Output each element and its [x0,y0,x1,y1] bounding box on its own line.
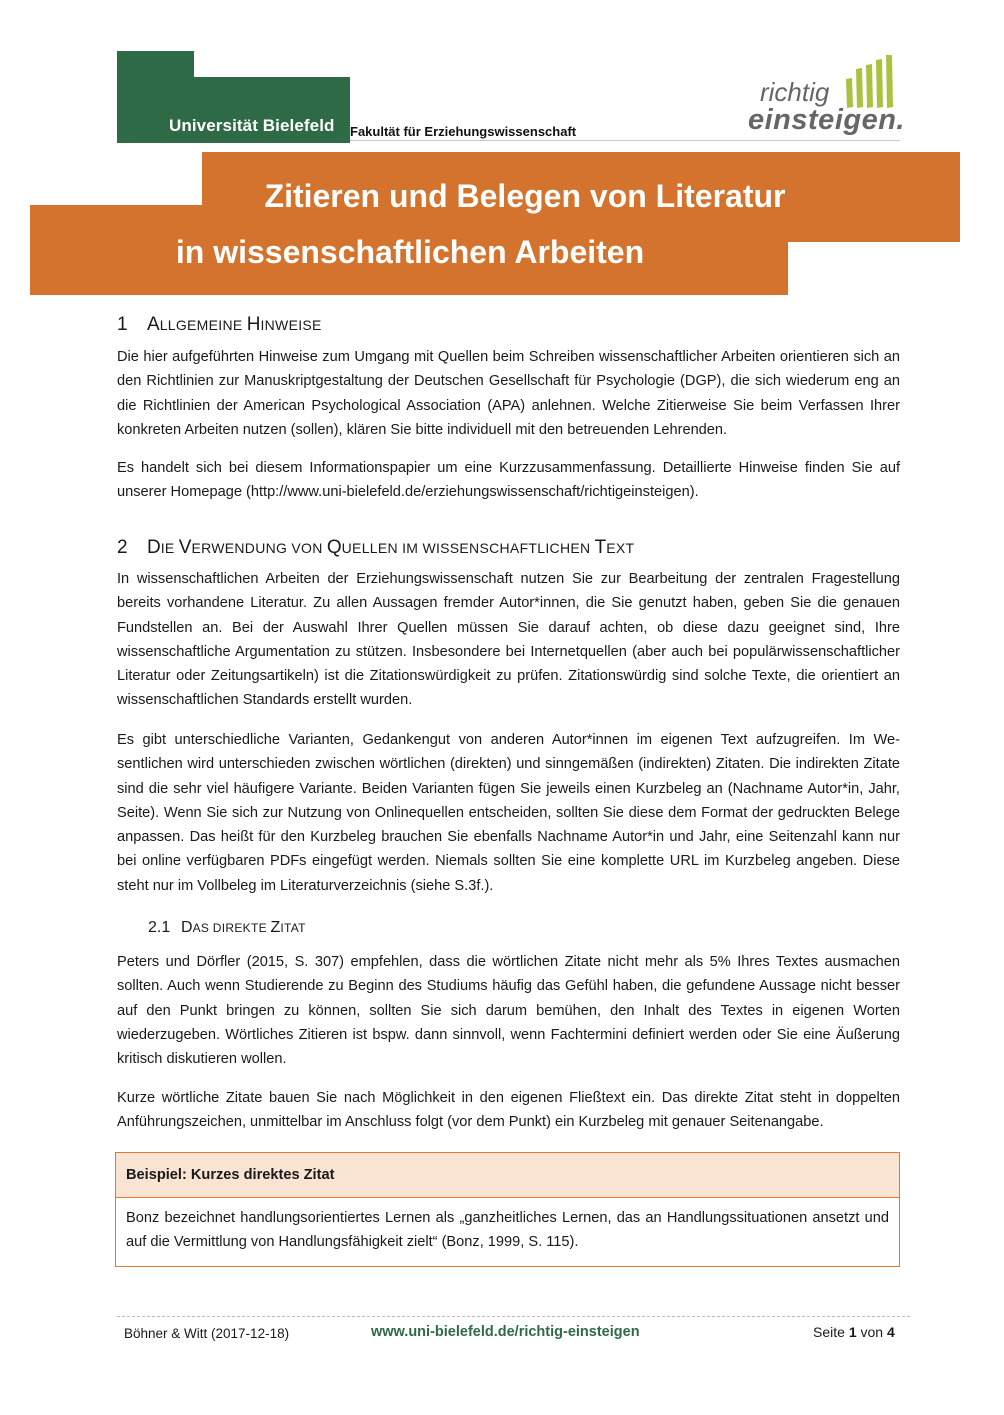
heading-initial: T [594,537,607,558]
footer-url-link[interactable]: www.uni-bielefeld.de/richtig-einsteigen [371,1324,640,1340]
section-2-1-heading [148,919,306,937]
section-2-1-paragraph-2: Kurze wörtliche Zitate bauen Sie nach Möglichkeit in den eigenen Fließtext ein. Das direkte Zitat steht in doppelten Anführungszeichen, unmittelbar im Anschluss folgt (vor dem Punkt) ein Kurzbeleg mit genauer Seitenangabe. [117,1090,900,1131]
heading-initial: A [147,314,160,335]
heading-initial: V [178,537,192,558]
example-text: Bonz bezeichnet handlungsorientiertes Lernen als „ganzheitliches Lernen, das an Handlungssituationen ansetzt und auf die Vermittlung von Handlungsfähigkeit zielt“ (Bonz, 1999, S. 115). [126,1210,889,1251]
heading-smallcaps: EXT [606,540,635,556]
example-heading: Beispiel: Kurzes direktes Zitat [116,1153,899,1198]
section-2-heading [117,537,634,559]
page-total: 4 [886,1324,895,1340]
faculty-name: Fakultät für Erziehungswissenschaft [350,124,577,139]
section-number: 2 [117,537,128,558]
heading-smallcaps: LLGEMEINE [159,317,247,333]
section-2-1-paragraph-1: Peters und Dörfler (2015, S. 307) empfehlen, dass die wörtlichen Zitate nicht mehr als 5% Ihres Textes ausmachen sollten. Auch wenn Studierende zu Beginn des Studiums häufig das Gefühl haben, die gefundene Aussage nicht besser auf den Punkt bringen zu können, sollten Sie sich darum bemühen, den Inhalt des Textes in eigenen Worten wiederzugeben. Wörtliches Zitieren ist bspw. dann sinnvoll, wenn Fachtermini definiert werden oder Sie eine Äußerung kritisch diskutieren wollen. [117,954,900,1068]
section-1-paragraph-2: Es handelt sich bei diesem Informationspapier um eine Kurzzusammenfassung. Detaillierte Hinweise finden Sie auf unserer Homepage (http://www.uni-bielefeld.de/erziehungswissenschaft/richtigeinsteigen). [117,460,900,501]
section-1-heading [117,314,322,336]
example-box [115,1152,900,1267]
university-logo [117,51,350,143]
section-2-paragraph-1: In wissenschaftlichen Arbeiten der Erziehungswissenschaft nutzen Sie zur Bearbeitung der zentralen Fragestellung bereits vorhandene Literatur. Zu allen Aussagen fremder Autor*innen, die Sie genutzt haben, geben Sie die genauen Fundstellen an. Bei der Auswahl Ihrer Quellen müssen Sie darauf achten, ob diese dazu geeignet sind, Ihre wissenschaftliche Argumentation zu stützen. Insbesondere bei Internetquellen (aber auch bei populärwissenschaftlicher Literatur oder Zeitungsartikeln) ist die Zitationswürdigkeit zu prüfen. Zitationswürdig sind solche Texte, die orientiert an wissenschaftlichen Standards erstellt wurden. [117,571,900,709]
heading-initial: H [246,314,261,335]
heading-smallcaps: UELLEN IM WISSENSCHAFTLICHEN [341,540,595,556]
title-line-1: Zitieren und Belegen von Literatur [264,178,786,214]
section-1-paragraph-1: Die hier aufgeführten Hinweise zum Umgang mit Quellen beim Schreiben wissenschaftlicher Arbeiten orientieren sich an den Richtlinien zur Manuskriptgestaltung der Deutschen Gesellschaft für Psychologie (DGP), die sich wiederum eng an die Richtlinien der American Psychological Association (APA) anlehnen. Welche Zitierweise Sie beim Verfassen Ihrer konkreten Arbeiten nutzen (sollen), klären Sie bitte individuell mit den betreuenden Lehrenden. [117,349,900,438]
footer-authors: Böhner & Witt (2017-12-18) [124,1326,290,1341]
page-number [813,1324,895,1340]
heading-smallcaps: ERWENDUNG VON [191,540,327,556]
heading-initial: D [147,537,161,558]
page-current: 1 [848,1324,857,1340]
document-title [30,168,960,280]
title-line-2: in wissenschaftlichen Arbeiten [175,234,645,270]
richtig-einsteigen-logo [748,55,904,141]
heading-initial: Z [270,919,281,936]
section-number: 1 [117,314,128,335]
university-name: Universität Bielefeld [169,116,335,135]
page-prefix: Seite [813,1324,849,1340]
section-2-paragraph-2: Es gibt unterschiedliche Varianten, Gedankengut von anderen Autor*innen im eigenen Text aufzugreifen. Im Wesentlichen wird unterschieden zwischen wörtlichen (direkten) und sinngemäßen (indirekten) Zitaten. Die indirekten Zitate sind die sehr viel häufigere Variante. Beiden Varianten fügen Sie jeweils einen Kurzbeleg an (Nachname Autor*in, Jahr, Seite). Wenn Sie sich zur Nutzung von Onlinequellen entscheiden, sollten Sie diese dem Format der gedruckten Belege anpassen. Das heißt für den Kurzbeleg brauchen Sie ebenfalls Nachname Autor*in und Jahr, eine Seitenzahl kann nur bei online verfügbaren PDFs eingefügt werden. Niemals sollten Sie eine komplette URL im Kurzbeleg angeben. Diese steht nur im Vollbeleg im Literaturverzeichnis (siehe S.3f.). [117,732,900,894]
page-separator: von [856,1324,887,1340]
heading-smallcaps: INWEISE [260,317,322,333]
heading-initial: D [181,919,193,936]
heading-smallcaps: ITAT [280,921,306,935]
heading-smallcaps: AS DIREKTE [192,921,271,935]
section-number: 2.1 [148,919,171,936]
heading-initial: Q [326,537,342,558]
heading-smallcaps: IE [160,540,179,556]
brand-word-1: richtig [760,77,830,107]
brand-word-2: einsteigen. [748,104,905,136]
footer-divider [117,1316,910,1317]
